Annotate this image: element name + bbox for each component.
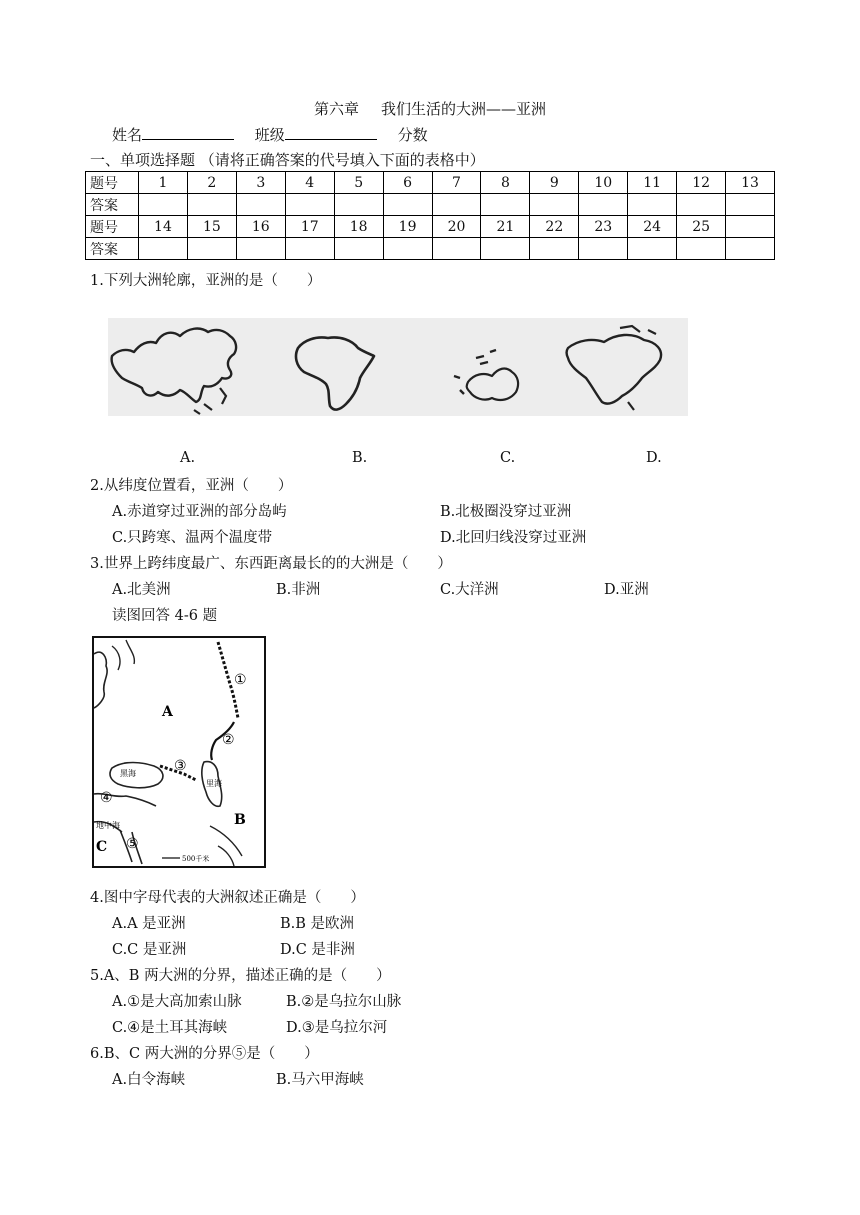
answer-cell[interactable] [334,238,383,260]
row-label: 题号 [86,172,139,194]
table-row [86,216,775,238]
question-number-cell: 24 [628,216,677,238]
q6-option-b[interactable]: B.马六甲海峡 [276,1072,364,1088]
name-blank[interactable] [142,125,234,140]
answer-cell[interactable] [530,194,579,216]
eurasia-border-map [92,636,266,868]
q2-option-b[interactable]: B.北极圈没穿过亚洲 [440,504,572,520]
question-number-cell: 23 [579,216,628,238]
question-3-stem: 3.世界上跨纬度最广、东西距离最长的的大洲是（ ） [90,556,452,572]
question-number-cell: 5 [334,172,383,194]
q2-option-d[interactable]: D.北回归线没穿过亚洲 [440,530,587,546]
marker-5: ⑤ [126,836,139,852]
question-number-cell: 13 [726,172,775,194]
question-number-cell: 14 [139,216,188,238]
class-label: 班级 [254,126,285,144]
question-number-cell: 22 [530,216,579,238]
q6-option-a[interactable]: A.白令海峡 [112,1072,186,1088]
answer-cell[interactable] [432,194,481,216]
answer-cell[interactable] [481,194,530,216]
q2-option-a[interactable]: A.赤道穿过亚洲的部分岛屿 [112,504,287,520]
question-4-stem: 4.图中字母代表的大洲叙述正确是（ ） [90,890,365,906]
question-number-cell: 11 [628,172,677,194]
name-label: 姓名 [112,126,143,144]
answer-cell[interactable] [530,238,579,260]
label-b: B [234,812,246,828]
answer-cell[interactable] [187,238,236,260]
marker-4: ④ [100,790,113,806]
chapter-topic: 我们生活的大洲——亚洲 [381,100,547,118]
q1-option-c[interactable]: C. [500,450,516,466]
question-number-cell: 19 [383,216,432,238]
row-label: 答案 [86,238,139,260]
question-number-cell: 20 [432,216,481,238]
question-5-stem: 5.A、B 两大洲的分界，描述正确的是（ ） [90,968,391,984]
q5-option-c[interactable]: C.④是土耳其海峡 [112,1020,228,1036]
section-heading: 一、单项选择题 （请将正确答案的代号填入下面的表格中） [90,151,485,169]
answer-cell[interactable] [139,194,188,216]
marker-1: ① [234,672,247,688]
question-number-cell: 8 [481,172,530,194]
answer-cell[interactable] [139,238,188,260]
table-row [86,172,775,194]
question-number-cell: 15 [187,216,236,238]
read-map-prompt: 读图回答 4-6 题 [112,608,218,624]
row-label: 答案 [86,194,139,216]
scale-label: 500千米 [182,855,210,863]
question-number-cell: 25 [677,216,726,238]
answer-cell[interactable] [383,238,432,260]
score-label: 分数 [397,126,428,144]
marker-2: ② [222,732,235,748]
answer-cell[interactable] [432,238,481,260]
class-blank[interactable] [285,125,377,140]
q3-option-a[interactable]: A.北美洲 [112,582,171,598]
answer-cell[interactable] [187,194,236,216]
answer-cell[interactable] [285,238,334,260]
q5-option-a[interactable]: A.①是大高加索山脉 [112,994,242,1010]
answer-cell[interactable] [677,238,726,260]
answer-cell[interactable] [481,238,530,260]
q3-option-c[interactable]: C.大洋洲 [440,582,499,598]
question-number-cell: 6 [383,172,432,194]
answer-cell[interactable] [236,238,285,260]
q3-option-d[interactable]: D.亚洲 [604,582,649,598]
question-number-cell: 21 [481,216,530,238]
table-row [86,238,775,260]
answer-cell[interactable] [628,194,677,216]
answer-cell[interactable] [383,194,432,216]
q4-option-a[interactable]: A.A 是亚洲 [112,916,186,932]
mediterranean-label: 地中海 [96,821,120,830]
q4-option-d[interactable]: D.C 是非洲 [280,942,355,958]
q2-option-c[interactable]: C.只跨寒、温两个温度带 [112,530,273,546]
q5-option-b[interactable]: B.②是乌拉尔山脉 [286,994,402,1010]
q1-option-b[interactable]: B. [352,450,368,466]
question-number-cell: 18 [334,216,383,238]
answer-cell[interactable] [628,238,677,260]
question-number-cell: 7 [432,172,481,194]
answer-cell[interactable] [334,194,383,216]
marker-3: ③ [174,758,187,774]
answer-cell[interactable] [579,238,628,260]
question-number-cell: 1 [139,172,188,194]
answer-table [85,171,775,260]
q5-option-d[interactable]: D.③是乌拉尔河 [286,1020,388,1036]
answer-cell[interactable] [285,194,334,216]
question-number-cell: 17 [285,216,334,238]
question-number-cell: 12 [677,172,726,194]
question-number-cell: 2 [187,172,236,194]
row-label: 题号 [86,216,139,238]
question-number-cell: 9 [530,172,579,194]
black-sea-label: 黑海 [120,769,136,778]
question-number-cell: 4 [285,172,334,194]
question-number-cell: 16 [236,216,285,238]
continent-outlines-figure [108,318,688,416]
question-number-cell [726,216,775,238]
q1-option-a[interactable]: A. [180,450,196,466]
answer-cell[interactable] [579,194,628,216]
table-row [86,194,775,216]
caspian-sea-label: 里海 [206,779,222,788]
q4-option-c[interactable]: C.C 是亚洲 [112,942,187,958]
answer-cell[interactable] [677,194,726,216]
answer-cell[interactable] [726,238,775,260]
label-c: C [96,839,108,855]
q1-option-d[interactable]: D. [646,450,662,466]
question-1-stem: 1.下列大洲轮廓，亚洲的是（ ） [90,273,322,289]
q4-option-b[interactable]: B.B 是欧洲 [280,916,355,932]
answer-cell[interactable] [236,194,285,216]
question-6-stem: 6.B、C 两大洲的分界⑤是（ ） [90,1046,319,1062]
question-number-cell: 3 [236,172,285,194]
student-info-line [112,124,428,145]
q3-option-b[interactable]: B.非洲 [276,582,321,598]
chapter-label: 第六章 [313,100,359,118]
answer-cell[interactable] [726,194,775,216]
label-a: A [162,704,173,720]
question-number-cell: 10 [579,172,628,194]
page-title [0,98,860,119]
question-2-stem: 2.从纬度位置看，亚洲（ ） [90,478,293,494]
